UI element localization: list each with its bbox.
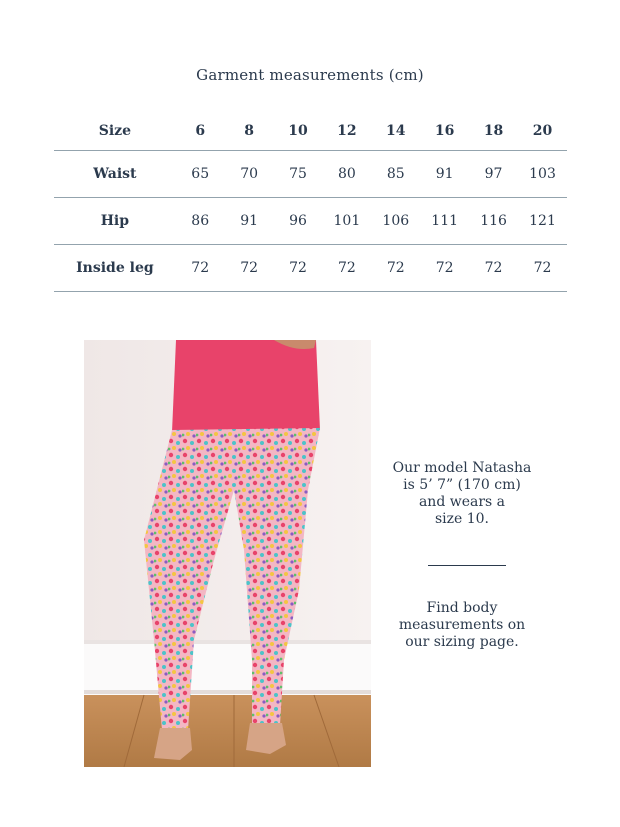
page-title: Garment measurements (cm) <box>196 66 424 84</box>
row-label: Inside leg <box>76 260 154 276</box>
table-cell: 72 <box>240 260 259 276</box>
model-info-line: Our model Natasha <box>392 460 532 476</box>
model-info-line: is 5’ 7” (170 cm) <box>403 477 521 493</box>
size-header: Size <box>98 123 132 139</box>
sizing-note-line: Find body <box>426 600 498 616</box>
divider <box>428 565 506 566</box>
size-6: 6 <box>195 123 206 139</box>
table-cell: 72 <box>386 260 405 276</box>
table-cell: 80 <box>337 166 356 182</box>
size-18: 18 <box>483 123 504 139</box>
table-cell: 72 <box>484 260 503 276</box>
table-cell: 86 <box>191 213 210 229</box>
model-info-line: and wears a <box>418 494 506 510</box>
table-header-row <box>54 112 567 151</box>
table-cell: 97 <box>484 166 503 182</box>
model-photo <box>84 340 371 767</box>
table-cell: 75 <box>289 166 307 182</box>
table-cell: 101 <box>333 213 361 229</box>
table-cell: 111 <box>431 213 459 229</box>
table-cell: 72 <box>289 260 307 276</box>
model-info-line: size 10. <box>434 511 490 527</box>
size-12: 12 <box>337 123 357 139</box>
table-cell: 91 <box>435 166 454 182</box>
table-cell: 85 <box>386 166 405 182</box>
table-cell: 72 <box>191 260 210 276</box>
table-cell: 72 <box>533 260 552 276</box>
table-cell: 103 <box>529 166 556 182</box>
size-10: 10 <box>288 123 308 139</box>
sizing-note-line: our sizing page. <box>405 634 519 650</box>
sizing-page-note <box>376 600 548 651</box>
model-info <box>376 460 548 528</box>
row-label: Waist <box>93 166 137 182</box>
table-cell: 72 <box>337 260 356 276</box>
size-16: 16 <box>434 123 455 139</box>
sizing-note-line: measurements on <box>398 617 526 633</box>
table-cell: 91 <box>240 213 259 229</box>
table-cell: 96 <box>289 213 307 229</box>
table-cell: 116 <box>480 213 507 229</box>
table-cell: 70 <box>240 166 259 182</box>
table-cell: 106 <box>382 213 410 229</box>
table-cell: 72 <box>435 260 454 276</box>
size-14: 14 <box>386 123 406 139</box>
size-8: 8 <box>244 123 254 139</box>
table-cell: 121 <box>529 213 556 229</box>
table-row-waist <box>54 151 567 198</box>
table-row-inside-leg <box>54 245 567 292</box>
table-cell: 65 <box>191 166 210 182</box>
size-20: 20 <box>532 123 553 139</box>
measurements-table <box>54 112 567 292</box>
row-label: Hip <box>100 213 130 229</box>
table-row-hip <box>54 198 567 245</box>
